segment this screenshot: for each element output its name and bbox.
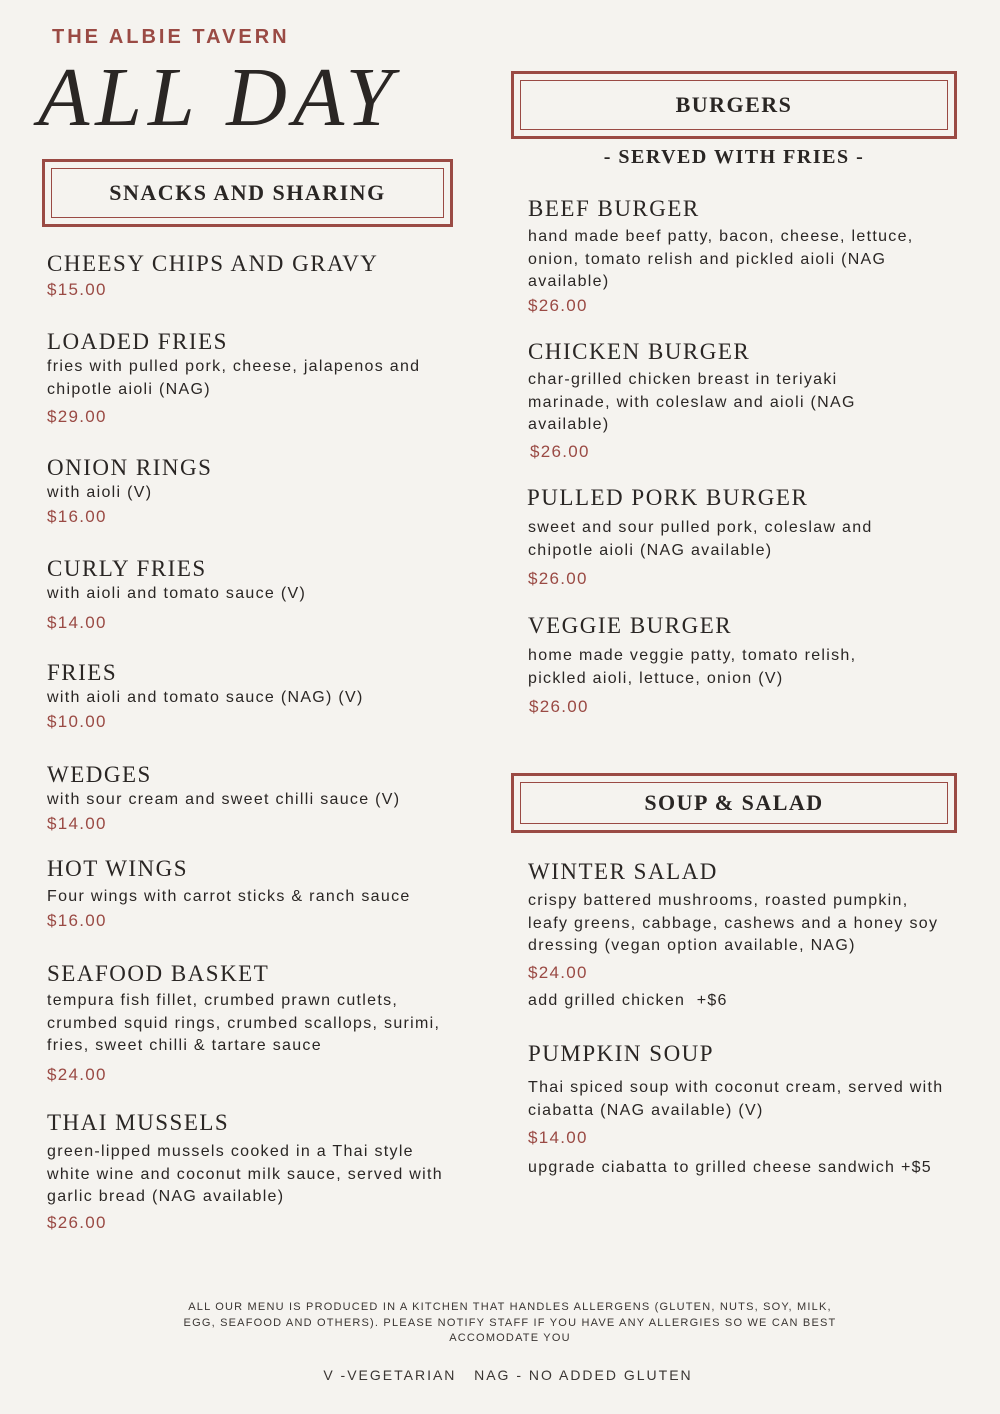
snacks-heading: SNACKS AND SHARING bbox=[51, 168, 444, 218]
soup-salad-heading-box bbox=[511, 773, 957, 833]
item-description: with aioli (V) bbox=[47, 484, 153, 501]
item-name: VEGGIE BURGER bbox=[528, 613, 733, 638]
menu-item-thai-mussels bbox=[47, 1109, 477, 1235]
item-price: $14.00 bbox=[528, 1128, 588, 1147]
item-name: CURLY FRIES bbox=[47, 556, 207, 581]
menu-item-fries bbox=[47, 659, 477, 734]
item-description: hand made beef patty, bacon, cheese, lettuce, onion, tomato relish and pickled aioli (NAG available) bbox=[528, 228, 914, 290]
item-price: $10.00 bbox=[47, 711, 107, 731]
item-description: tempura fish fillet, crumbed prawn cutlets, crumbed squid rings, crumbed scallops, surimi, fries, sweet chilli & tartare sauce bbox=[47, 992, 441, 1054]
menu-item-loaded-fries bbox=[47, 328, 477, 429]
item-price: $24.00 bbox=[47, 1064, 107, 1084]
item-name: CHICKEN BURGER bbox=[528, 339, 751, 364]
page-title: ALL DAY bbox=[38, 51, 399, 144]
burgers-heading-box bbox=[511, 71, 957, 139]
item-price: $16.00 bbox=[47, 506, 107, 526]
item-price: $26.00 bbox=[528, 295, 588, 315]
item-price: $24.00 bbox=[528, 962, 588, 982]
item-description: crispy battered mushrooms, roasted pumpkin, leafy greens, cabbage, cashews and a honey soy dressing (vegan option available, NAG) bbox=[528, 892, 939, 954]
item-description: with aioli and tomato sauce (NAG) (V) bbox=[47, 689, 364, 706]
menu-item-winter-salad bbox=[528, 858, 958, 1013]
item-name: LOADED FRIES bbox=[47, 329, 228, 354]
menu-item-onion-rings bbox=[47, 454, 477, 529]
item-description: with aioli and tomato sauce (V) bbox=[47, 585, 307, 602]
item-price: $29.00 bbox=[47, 407, 107, 426]
allergen-notice: ALL OUR MENU IS PRODUCED IN A KITCHEN THAT HANDLES ALLERGENS (GLUTEN, NUTS, SOY, MILK, EGG, SEAFOOD AND OTHERS). PLEASE NOTIFY STAFF IF YOU HAVE ANY ALLERGIES SO WE CAN BEST ACCOMODATE YOU bbox=[183, 1301, 837, 1344]
item-name: THAI MUSSELS bbox=[47, 1110, 230, 1135]
item-price: $26.00 bbox=[530, 441, 590, 461]
soup-salad-heading: SOUP & SALAD bbox=[520, 782, 948, 824]
menu-item-pumpkin-soup bbox=[528, 1040, 958, 1180]
item-description: fries with pulled pork, cheese, jalapenos and chipotle aioli (NAG) bbox=[47, 358, 421, 398]
item-description: Thai spiced soup with coconut cream, served with ciabatta (NAG available) (V) bbox=[528, 1079, 944, 1119]
menu-item-chicken-burger bbox=[528, 338, 958, 464]
burgers-subheading: - SERVED WITH FRIES - bbox=[603, 146, 865, 168]
dietary-legend: V -VEGETARIAN NAG - NO ADDED GLUTEN bbox=[323, 1367, 693, 1383]
menu-item-hot-wings bbox=[47, 855, 477, 933]
item-description: sweet and sour pulled pork, coleslaw and chipotle aioli (NAG available) bbox=[528, 519, 873, 559]
item-description: Four wings with carrot sticks & ranch sauce bbox=[47, 888, 411, 905]
menu-item-curly-fries bbox=[47, 555, 477, 635]
item-price: $15.00 bbox=[47, 280, 107, 299]
item-description: with sour cream and sweet chilli sauce (V) bbox=[47, 791, 401, 808]
menu-item-seafood-basket bbox=[47, 960, 477, 1087]
item-price: $26.00 bbox=[47, 1212, 107, 1232]
menu-item-veggie-burger bbox=[528, 612, 958, 719]
menu-item-beef-burger bbox=[528, 195, 958, 318]
item-price: $16.00 bbox=[47, 910, 107, 930]
item-price: $26.00 bbox=[528, 569, 588, 588]
menu-item-wedges bbox=[47, 761, 477, 836]
item-name: FRIES bbox=[47, 660, 118, 685]
item-description: green-lipped mussels cooked in a Thai style white wine and coconut milk sauce, served with garlic bread (NAG available) bbox=[47, 1143, 443, 1205]
item-name: CHEESY CHIPS AND GRAVY bbox=[47, 251, 379, 276]
item-price: $14.00 bbox=[47, 612, 107, 632]
item-price: $26.00 bbox=[529, 697, 589, 716]
item-name: SEAFOOD BASKET bbox=[47, 961, 270, 986]
item-name: WINTER SALAD bbox=[528, 859, 718, 884]
item-description: char-grilled chicken breast in teriyaki marinade, with coleslaw and aioli (NAG available) bbox=[528, 371, 856, 433]
item-name: HOT WINGS bbox=[47, 856, 189, 881]
item-name: WEDGES bbox=[47, 762, 152, 787]
burgers-heading: BURGERS bbox=[520, 80, 948, 130]
item-addon: upgrade ciabatta to grilled cheese sandwich +$5 bbox=[528, 1159, 932, 1176]
item-description: home made veggie patty, tomato relish, pickled aioli, lettuce, onion (V) bbox=[528, 647, 857, 687]
item-name: BEEF BURGER bbox=[528, 196, 700, 221]
snacks-heading-box bbox=[42, 159, 453, 227]
menu-item-pulled-pork-burger bbox=[527, 484, 957, 591]
item-price: $14.00 bbox=[47, 813, 107, 833]
item-name: ONION RINGS bbox=[47, 455, 213, 480]
brand-name: THE ALBIE TAVERN bbox=[52, 26, 290, 48]
item-addon: add grilled chicken +$6 bbox=[528, 991, 728, 1009]
item-name: PULLED PORK BURGER bbox=[527, 485, 809, 510]
item-name: PUMPKIN SOUP bbox=[528, 1041, 715, 1066]
menu-item-cheesy-chips bbox=[47, 250, 477, 302]
